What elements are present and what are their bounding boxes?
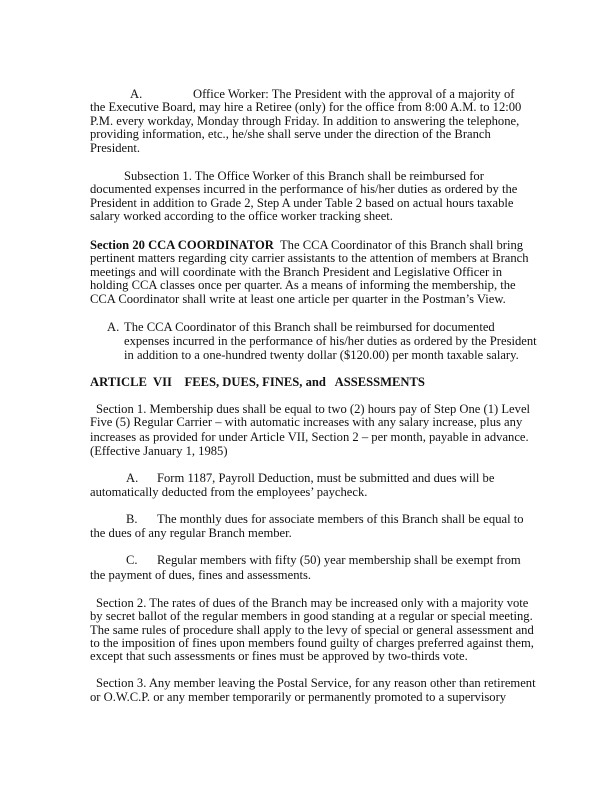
- section-heading: Section 20 CCA COORDINATOR: [90, 238, 274, 252]
- text-line: The CCA Coordinator of this Branch shall bring: [273, 238, 524, 252]
- text-line: to the imposition of fines upon members found guilty of charges preferred against them,: [90, 636, 534, 650]
- text-line: providing information, etc., he/she shall serve under the direction of the Branch: [90, 127, 491, 141]
- item-label: A.: [107, 320, 120, 334]
- text-line: salary worked according to the office worker tracking sheet.: [90, 209, 393, 223]
- text-line: meetings and will coordinate with the Branch President and Legislative Officer in: [90, 265, 503, 279]
- text-line: P.M. every workday, Monday through Friday. In addition to answering the telephone,: [90, 114, 520, 128]
- text-line: Section 2. The rates of dues of the Branch may be increased only with a majority vote: [96, 596, 529, 610]
- text-line: CCA Coordinator shall write at least one article per quarter in the Postman’s View.: [90, 292, 506, 306]
- text-line: pertinent matters regarding city carrier assistants to the attention of members at Branch: [90, 251, 529, 265]
- text-line: Five (5) Regular Carrier – with automatic increases with any salary increase, plus any: [90, 415, 523, 429]
- text-line: The CCA Coordinator of this Branch shall be reimbursed for documented: [124, 320, 495, 334]
- text-line: Regular members with fifty (50) year membership shall be exempt from: [157, 553, 521, 567]
- text-line: by secret ballot of the regular members in good standing at a regular or special meeting.: [90, 609, 533, 623]
- text-line: automatically deducted from the employees’ paycheck.: [90, 485, 368, 499]
- text-line: Office Worker: The President with the approval of a majority of: [193, 87, 515, 101]
- text-line: Subsection 1. The Office Worker of this Branch shall be reimbursed for: [124, 169, 484, 183]
- item-label: C.: [126, 553, 138, 567]
- text-line: (Effective January 1, 1985): [90, 444, 228, 458]
- item-label: B.: [126, 512, 138, 526]
- text-line: the dues of any regular Branch member.: [90, 526, 292, 540]
- text-line: Section 1. Membership dues shall be equal to two (2) hours pay of Step One (1) Level: [96, 402, 531, 416]
- article-heading: ARTICLE VII FEES, DUES, FINES, and ASSESSMENTS: [90, 375, 425, 389]
- item-label: A.: [130, 87, 143, 101]
- text-line: holding CCA classes once per quarter. As a means of informing the membership, the: [90, 278, 516, 292]
- text-line: increases as provided for under Article VII, Section 2 – per month, payable in advance.: [90, 430, 529, 444]
- text-line: President in addition to Grade 2, Step A under Table 2 based on actual hours taxable: [90, 196, 514, 210]
- text-line: documented expenses incurred in the performance of his/her duties as ordered by the: [90, 182, 518, 196]
- text-line: The monthly dues for associate members of this Branch shall be equal to: [157, 512, 524, 526]
- text-line: President.: [90, 141, 141, 155]
- text-line: The same rules of procedure shall apply to the levy of special or general assessment and: [90, 623, 534, 637]
- text-line: the Executive Board, may hire a Retiree (only) for the office from 8:00 A.M. to 12:00: [90, 100, 522, 114]
- text-line: in addition to a one-hundred twenty dollar ($120.00) per month taxable salary.: [124, 348, 519, 362]
- text-line: Section 3. Any member leaving the Postal Service, for any reason other than retirement: [96, 676, 536, 690]
- item-label: A.: [126, 471, 139, 485]
- text-line: except that such assessments or fines must be approved by two-thirds vote.: [90, 649, 468, 663]
- text-line: or O.W.C.P. or any member temporarily or permanently promoted to a supervisory: [90, 690, 507, 704]
- text-line: the payment of dues, fines and assessments.: [90, 568, 312, 582]
- text-line: expenses incurred in the performance of his/her duties as ordered by the President: [124, 334, 537, 348]
- text-line: Form 1187, Payroll Deduction, must be submitted and dues will be: [157, 471, 495, 485]
